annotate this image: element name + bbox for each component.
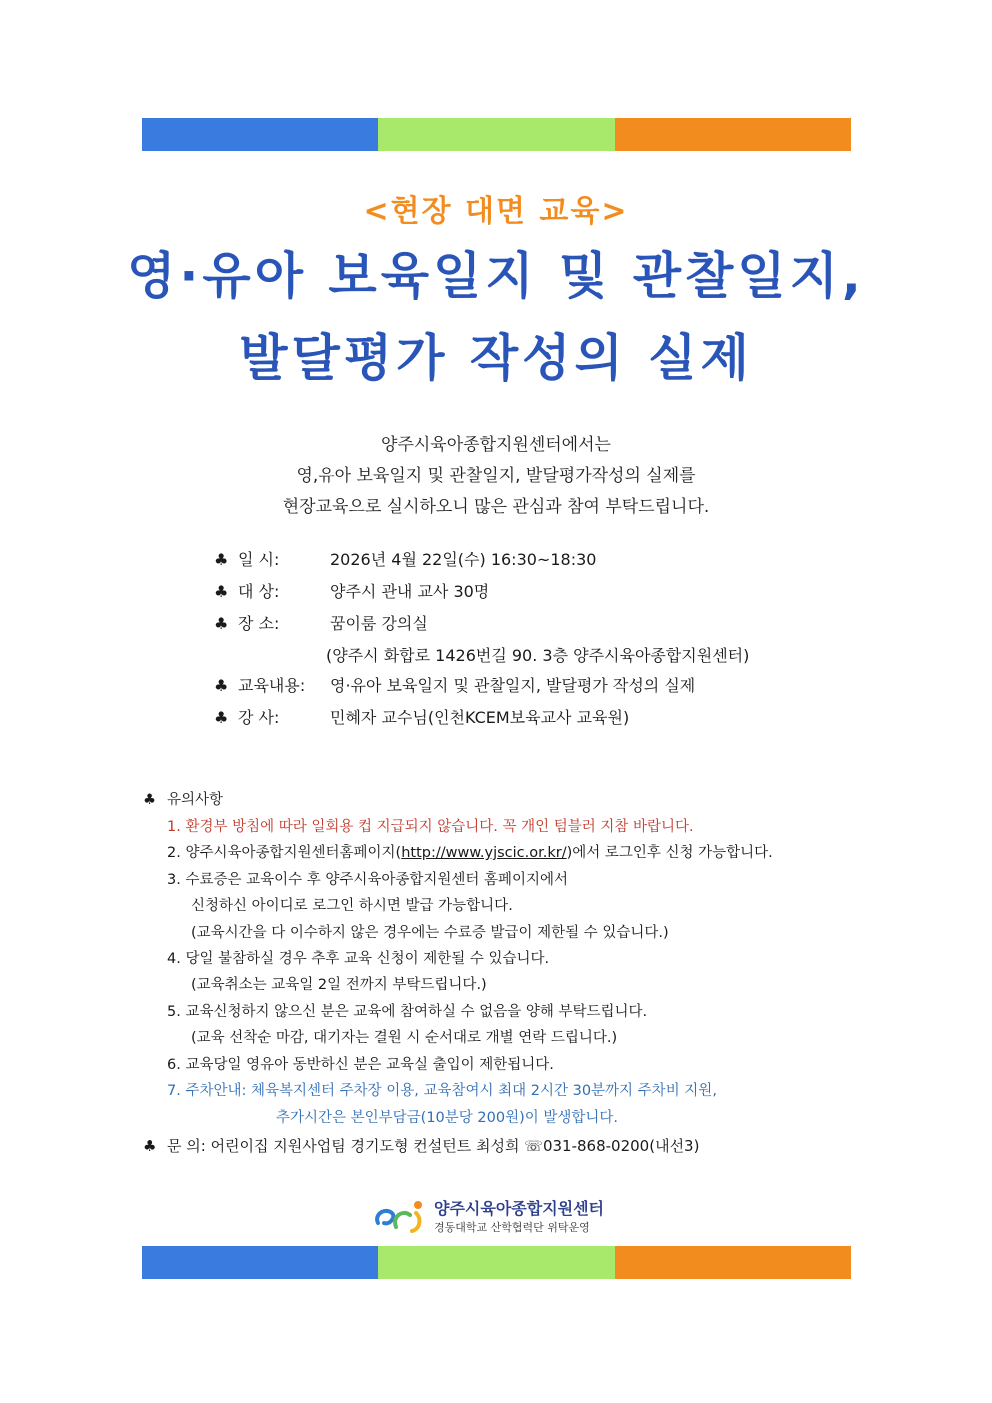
- notice-heading: [143, 787, 223, 813]
- notice-item-2: [167, 840, 773, 866]
- detail-target-value: 양주시 관내 교사 30명: [330, 582, 490, 601]
- event-type-subtitle: <현장 대면 교육>: [363, 194, 629, 229]
- color-bar-green: [378, 1246, 614, 1279]
- color-bar-orange: [615, 1246, 851, 1279]
- contact-text: 문 의: 어린이집 지원사업팀 경기도형 컨설턴트 최성희 ☏031-868-0200(내선3): [167, 1137, 700, 1155]
- club-bullet-icon: ♣: [214, 676, 229, 695]
- intro-line-3: 현장교육으로 실시하오니 많은 관심과 참여 부탁드립니다.: [282, 497, 710, 517]
- page-title-line2: 발달평가 작성의 실제: [239, 329, 753, 387]
- notice-item-3c: (교육시간을 다 이수하지 않은 경우에는 수료증 발급이 제한될 수 있습니다.): [191, 925, 669, 941]
- color-bar-orange: [615, 118, 851, 151]
- detail-date-label: 일 시:: [238, 550, 280, 569]
- center-logo-name: 양주시육아종합지원센터: [434, 1199, 605, 1218]
- notice-item-4b: (교육취소는 교육일 2일 전까지 부탁드립니다.): [191, 977, 487, 993]
- notice-item-4a: 4. 당일 불참하실 경우 추후 교육 신청이 제한될 수 있습니다.: [167, 951, 550, 967]
- detail-place-value: 꿈이룸 강의실: [330, 614, 428, 633]
- notice-item-7b: 추가시간은 본인부담금(10분당 200원)이 발생합니다.: [276, 1110, 619, 1126]
- notice-item-5b: (교육 선착순 마감, 대기자는 결원 시 순서대로 개별 연락 드립니다.): [191, 1030, 618, 1046]
- color-bar-blue: [142, 118, 378, 151]
- detail-lecturer: [214, 703, 279, 733]
- club-bullet-icon: ♣: [214, 550, 229, 569]
- detail-place-address: (양주시 화합로 1426번길 90. 3층 양주시육아종합지원센터): [326, 646, 750, 665]
- intro-line-1: 양주시육아종합지원센터에서는: [381, 435, 611, 455]
- color-bar-blue: [142, 1246, 378, 1279]
- notice-item-3a: 3. 수료증은 교육이수 후 양주시육아종합지원센터 홈페이지에서: [167, 872, 569, 888]
- bottom-color-bar: [142, 1246, 851, 1279]
- page-title-line1: 영·유아 보육일지 및 관찰일지,: [127, 247, 865, 305]
- notice-item-2-text-a: 2. 양주시육아종합지원센터홈페이지(: [167, 845, 402, 861]
- club-bullet-icon: ♣: [143, 792, 156, 808]
- center-logo-subtitle: 경동대학교 산학협력단 위탁운영: [434, 1221, 590, 1234]
- detail-lecturer-label: 강 사:: [238, 708, 280, 727]
- notice-item-3b: 신청하신 아이디로 로그인 하시면 발급 가능합니다.: [191, 898, 513, 914]
- top-color-bar: [142, 118, 851, 151]
- notice-item-1: 1. 환경부 방침에 따라 일회용 컵 지급되지 않습니다. 꼭 개인 텀블러 지참 바랍니다.: [167, 819, 694, 835]
- detail-date: [214, 545, 279, 575]
- club-bullet-icon: ♣: [143, 1137, 157, 1155]
- club-bullet-icon: ♣: [214, 614, 229, 633]
- club-bullet-icon: ♣: [214, 582, 229, 601]
- detail-content: [214, 671, 305, 701]
- detail-date-value: 2026년 4월 22일(수) 16:30~18:30: [330, 550, 597, 569]
- notice-item-7a: 7. 주차안내: 체육복지센터 주차장 이용, 교육참여시 최대 2시간 30분까지 주차비 지원,: [167, 1083, 717, 1099]
- detail-content-value: 영·유아 보육일지 및 관찰일지, 발달평가 작성의 실제: [330, 676, 696, 695]
- color-bar-green: [378, 118, 614, 151]
- notice-item-2-text-b: )에서 로그인후 신청 가능합니다.: [566, 845, 773, 861]
- notice-item-6: 6. 교육당일 영유아 동반하신 분은 교육실 출입이 제한됩니다.: [167, 1057, 554, 1073]
- detail-content-label: 교육내용:: [238, 676, 306, 695]
- notice-heading-text: 유의사항: [167, 792, 224, 808]
- notice-item-5a: 5. 교육신청하지 않으신 분은 교육에 참여하실 수 없음을 양해 부탁드립니다.: [167, 1004, 648, 1020]
- club-bullet-icon: ♣: [214, 708, 229, 727]
- contact-line: [143, 1133, 699, 1159]
- detail-place: [214, 609, 279, 639]
- intro-line-2: 영,유아 보육일지 및 관찰일지, 발달평가작성의 실제를: [296, 466, 696, 486]
- detail-place-label: 장 소:: [238, 614, 280, 633]
- detail-target-label: 대 상:: [238, 582, 280, 601]
- detail-target: [214, 577, 279, 607]
- detail-lecturer-value: 민혜자 교수님(인천KCEM보육교사 교육원): [330, 708, 630, 727]
- homepage-link[interactable]: http://www.yjscic.or.kr/: [401, 845, 567, 861]
